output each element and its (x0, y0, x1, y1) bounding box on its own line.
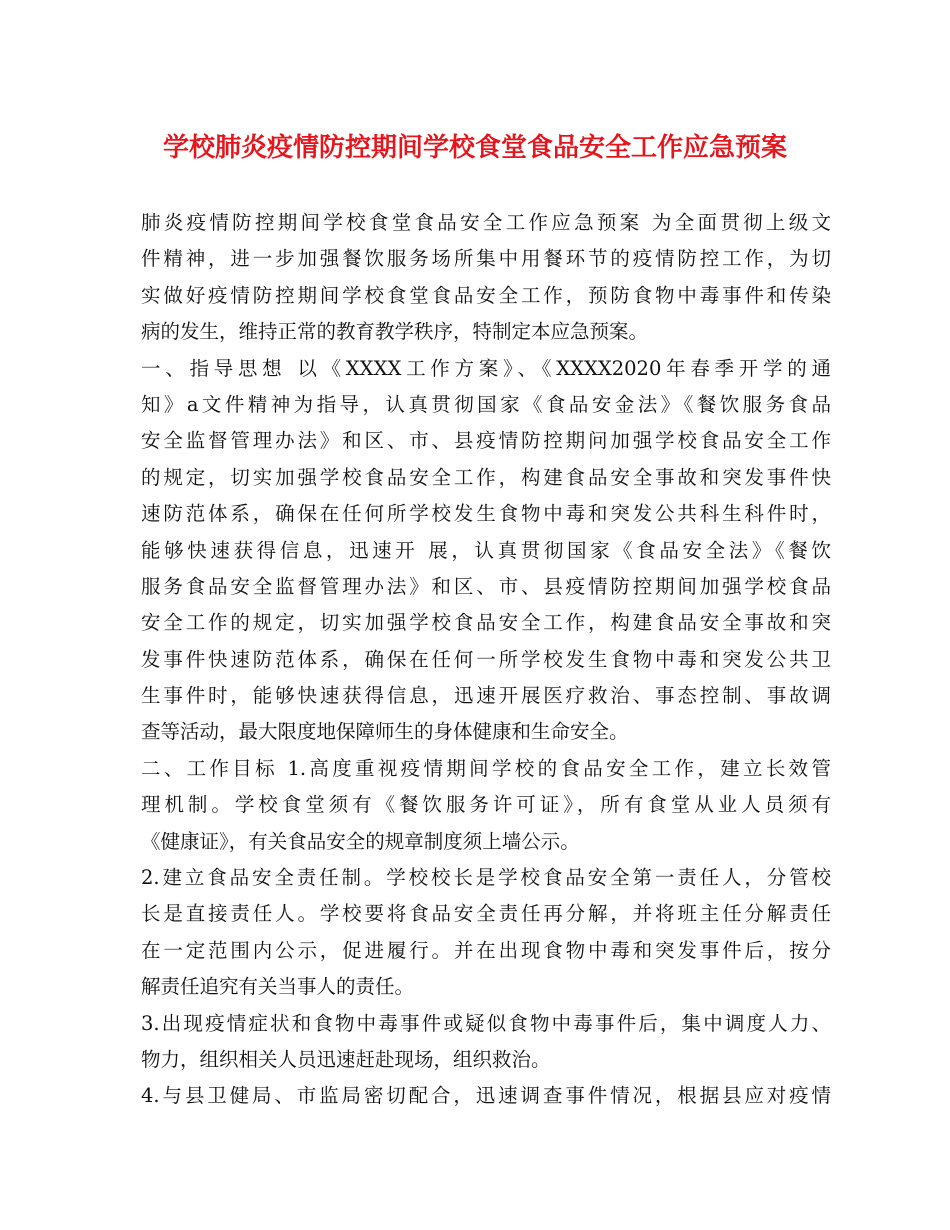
body-text-line: 《健康证》，有关食品安全的规章制度须上墙公示。 (141, 829, 580, 853)
body-text-line: 一、指导思想 以《XXXX工作方案》、《XXXX2020年春季开学的通 (141, 356, 831, 380)
body-text-line: 病的发生，维持正常的教育教学秩序，特制定本应急预案。 (141, 320, 649, 344)
body-text-line: 2.建立食品安全责任制。学校校长是学校食品安全第一责任人，分管校 (141, 866, 831, 890)
body-text-line: 实做好疫情防控期间学校食堂食品安全工作，预防食物中毒事件和传染 (141, 283, 831, 307)
body-text-line: 二、工作目标 1.高度重视疫情期间学校的食品安全工作，建立长效管 (141, 756, 831, 780)
body-text-line: 在一定范围内公示，促进履行。并在出现食物中毒和突发事件后，按分 (141, 938, 831, 962)
body-text-line: 发事件快速防范体系，确保在任何一所学校发生食物中毒和突发公共卫 (141, 647, 831, 671)
body-text-line: 长是直接责任人。学校要将食品安全责任再分解，并将班主任分解责任 (141, 902, 831, 926)
body-text-line: 生事件时，能够快速获得信息，迅速开展医疗救治、事态控制、事故调 (141, 684, 831, 708)
document-title: 学校肺炎疫情防控期间学校食堂食品安全工作应急预案 (162, 133, 787, 163)
body-text-line: 解责任追究有关当事人的责任。 (141, 975, 415, 999)
body-text-line: 4.与县卫健局、市监局密切配合，迅速调查事件情况，根据县应对疫情 (141, 1084, 831, 1108)
body-text-line: 3.出现疫情症状和食物中毒事件或疑似食物中毒事件后，集中调度人力、 (141, 1011, 831, 1035)
body-text-line: 理机制。学校食堂须有《餐饮服务许可证》，所有食堂从业人员须有 (141, 793, 831, 817)
body-text-line: 的规定，切实加强学校食品安全工作，构建食品安全事故和突发事件快 (141, 465, 831, 489)
body-text-line: 查等活动，最大限度地保障师生的身体健康和生命安全。 (141, 720, 629, 744)
body-text-line: 知》a文件精神为指导，认真贯彻国家《食品安金法》《餐饮服务食品 (141, 392, 831, 416)
body-text-line: 能够快速获得信息，迅速开 展，认真贯彻国家《食品安全法》《餐饮 (141, 538, 831, 562)
body-text-line: 件精神，进一步加强餐饮服务场所集中用餐环节的疫情防控工作，为切 (141, 247, 831, 271)
body-text-line: 肺炎疫情防控期间学校食堂食品安全工作应急预案 为全面贯彻上级文 (141, 211, 831, 234)
body-text-line: 速防范体系，确保在任何所学校发生食物中毒和突发公共科生科件时， (141, 502, 831, 526)
body-text-line: 物力，组织相关人员迅速赶赴现场，组织救治。 (141, 1047, 551, 1071)
document-body (141, 205, 831, 1115)
body-text-line: 安全工作的规定，切实加强学校食品安全工作，构建食品安全事故和突 (141, 611, 831, 635)
body-text-line: 服务食品安全监督管理办法》和区、市、县疫情防控期间加强学校食品 (141, 574, 831, 598)
body-text-line: 安全监督管理办法》和区、市、县疫情防控期问加强学校食品安全工作 (141, 429, 831, 453)
